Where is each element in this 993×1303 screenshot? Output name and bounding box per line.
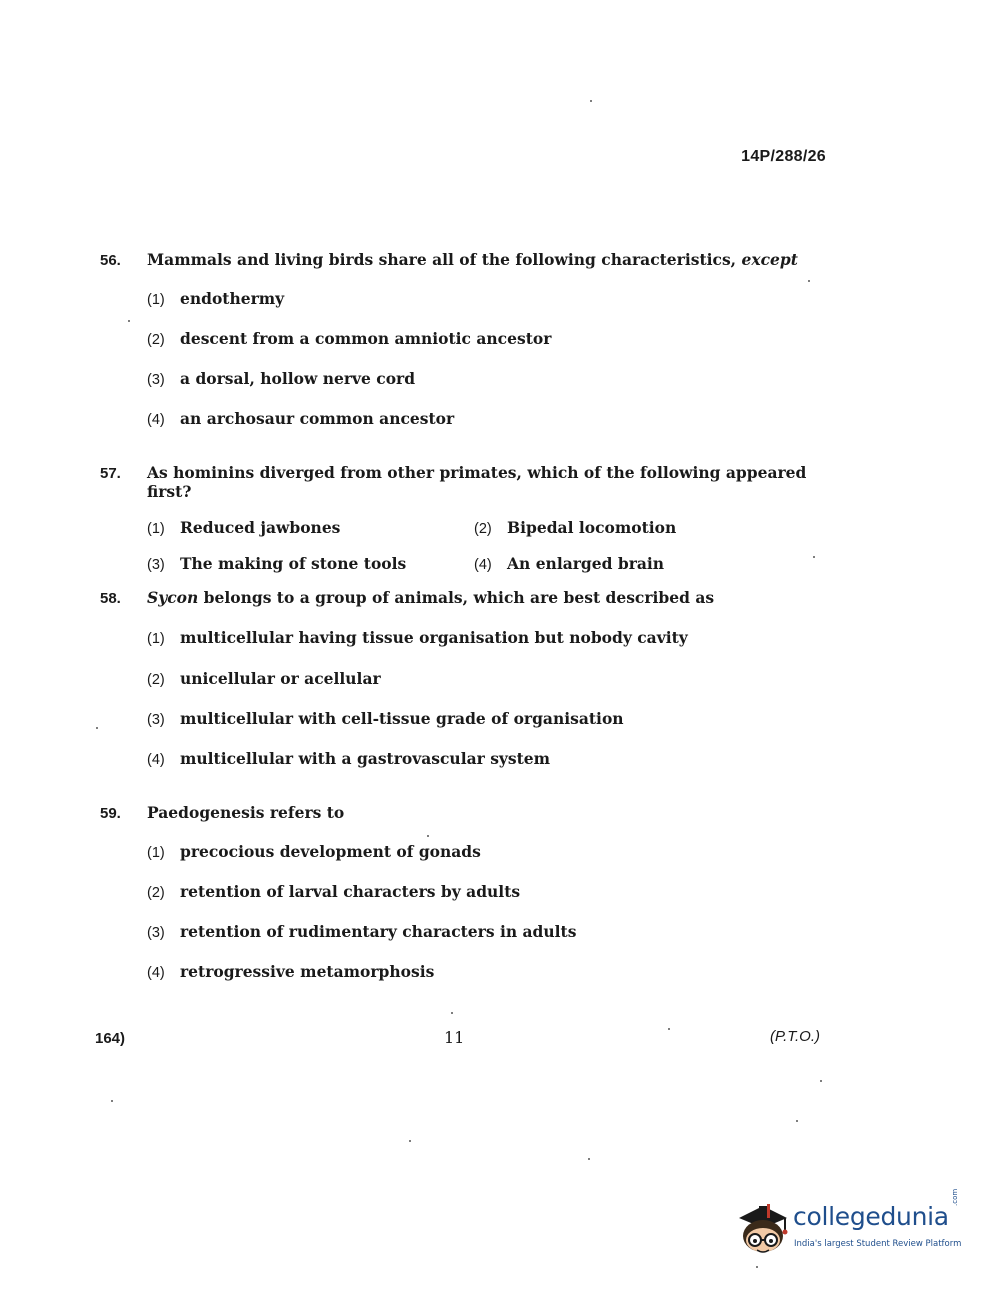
option-1 [147, 628, 820, 669]
scan-speck [111, 1100, 113, 1102]
option-3 [147, 554, 474, 590]
option-1 [147, 842, 820, 882]
option-text: retrogressive metamorphosis [180, 962, 435, 981]
scan-speck [451, 1012, 453, 1014]
option-grid [147, 518, 820, 590]
question-number: 57. [100, 465, 121, 482]
question-text: Mammals and living birds share all of the following characteristics, except [147, 250, 798, 269]
question-57 [100, 463, 820, 590]
scan-speck [409, 1140, 411, 1142]
option-number: (2) [147, 672, 165, 688]
option-1 [147, 289, 820, 329]
scan-speck [588, 1158, 590, 1160]
question-stem [100, 250, 820, 269]
option-3 [147, 709, 820, 749]
option-4 [474, 554, 804, 590]
option-text: an archosaur common ancestor [180, 409, 455, 428]
question-text: As hominins diverged from other primates, which of the following appeared first? [147, 463, 807, 501]
logo-tld: .com [951, 1188, 959, 1206]
option-number: (2) [147, 885, 165, 901]
scan-speck [808, 280, 810, 282]
question-text: Paedogenesis refers to [147, 803, 345, 822]
option-number: (4) [147, 412, 165, 428]
logo-wordmark: collegedunia [793, 1202, 949, 1231]
scan-speck [756, 1266, 758, 1268]
option-text: multicellular with a gastrovascular system [180, 749, 551, 768]
option-text: An enlarged brain [507, 554, 665, 573]
question-emphasis: Sycon [147, 588, 199, 607]
question-emphasis: except [741, 250, 798, 269]
option-list [147, 289, 820, 449]
scan-speck [668, 1028, 670, 1030]
option-number: (3) [147, 372, 165, 388]
option-number: (2) [147, 332, 165, 348]
option-text: precocious development of gonads [180, 842, 481, 861]
option-list [147, 842, 820, 1002]
question-number: 58. [100, 590, 121, 607]
scan-speck [820, 1080, 822, 1082]
scan-speck [590, 100, 592, 102]
option-number: (2) [474, 521, 492, 537]
option-text: multicellular having tissue organisation but nobody cavity [180, 628, 688, 647]
option-text: retention of larval characters by adults [180, 882, 521, 901]
scan-speck [128, 320, 130, 322]
question-58 [100, 588, 820, 789]
option-number: (4) [147, 752, 165, 768]
option-number: (1) [147, 845, 165, 861]
logo-tagline: India's largest Student Review Platform [794, 1239, 962, 1249]
scan-speck [96, 727, 98, 729]
booklet-code: 164) [95, 1030, 126, 1047]
option-text: multicellular with cell-tissue grade of organisation [180, 709, 624, 728]
option-3 [147, 369, 820, 409]
option-text: Bipedal locomotion [507, 518, 677, 537]
option-text: Reduced jawbones [180, 518, 341, 537]
option-2 [474, 518, 804, 554]
option-3 [147, 922, 820, 962]
collegedunia-logo [733, 1188, 968, 1260]
option-4 [147, 962, 820, 1002]
scan-speck [796, 1120, 798, 1122]
option-text: endothermy [180, 289, 285, 308]
option-number: (4) [474, 557, 492, 573]
scan-speck [427, 835, 429, 837]
page-number: 11 [444, 1028, 465, 1047]
question-number: 59. [100, 805, 121, 822]
option-2 [147, 669, 820, 709]
pto-note: (P.T.O.) [770, 1028, 821, 1045]
option-text: The making of stone tools [180, 554, 407, 573]
option-text: descent from a common amniotic ancestor [180, 329, 552, 348]
option-number: (1) [147, 631, 165, 647]
option-2 [147, 329, 820, 369]
option-number: (4) [147, 965, 165, 981]
option-text: unicellular or acellular [180, 669, 381, 688]
option-4 [147, 749, 820, 789]
question-number: 56. [100, 252, 121, 269]
option-number: (1) [147, 292, 165, 308]
question-stem [100, 588, 820, 607]
option-number: (3) [147, 712, 165, 728]
question-stem [100, 463, 820, 501]
option-number: (3) [147, 925, 165, 941]
option-list [147, 628, 820, 789]
option-2 [147, 882, 820, 922]
option-1 [147, 518, 474, 554]
question-59 [100, 803, 820, 1002]
option-number: (1) [147, 521, 165, 537]
option-number: (3) [147, 557, 165, 573]
option-text: a dorsal, hollow nerve cord [180, 369, 416, 388]
paper-code: 14P/288/26 [741, 148, 826, 165]
option-4 [147, 409, 820, 449]
question-stem [100, 803, 820, 822]
scan-speck [813, 556, 815, 558]
mascot-icon [733, 1196, 793, 1258]
question-56 [100, 250, 820, 449]
option-text: retention of rudimentary characters in adults [180, 922, 577, 941]
question-text: Sycon belongs to a group of animals, which are best described as [147, 588, 715, 607]
